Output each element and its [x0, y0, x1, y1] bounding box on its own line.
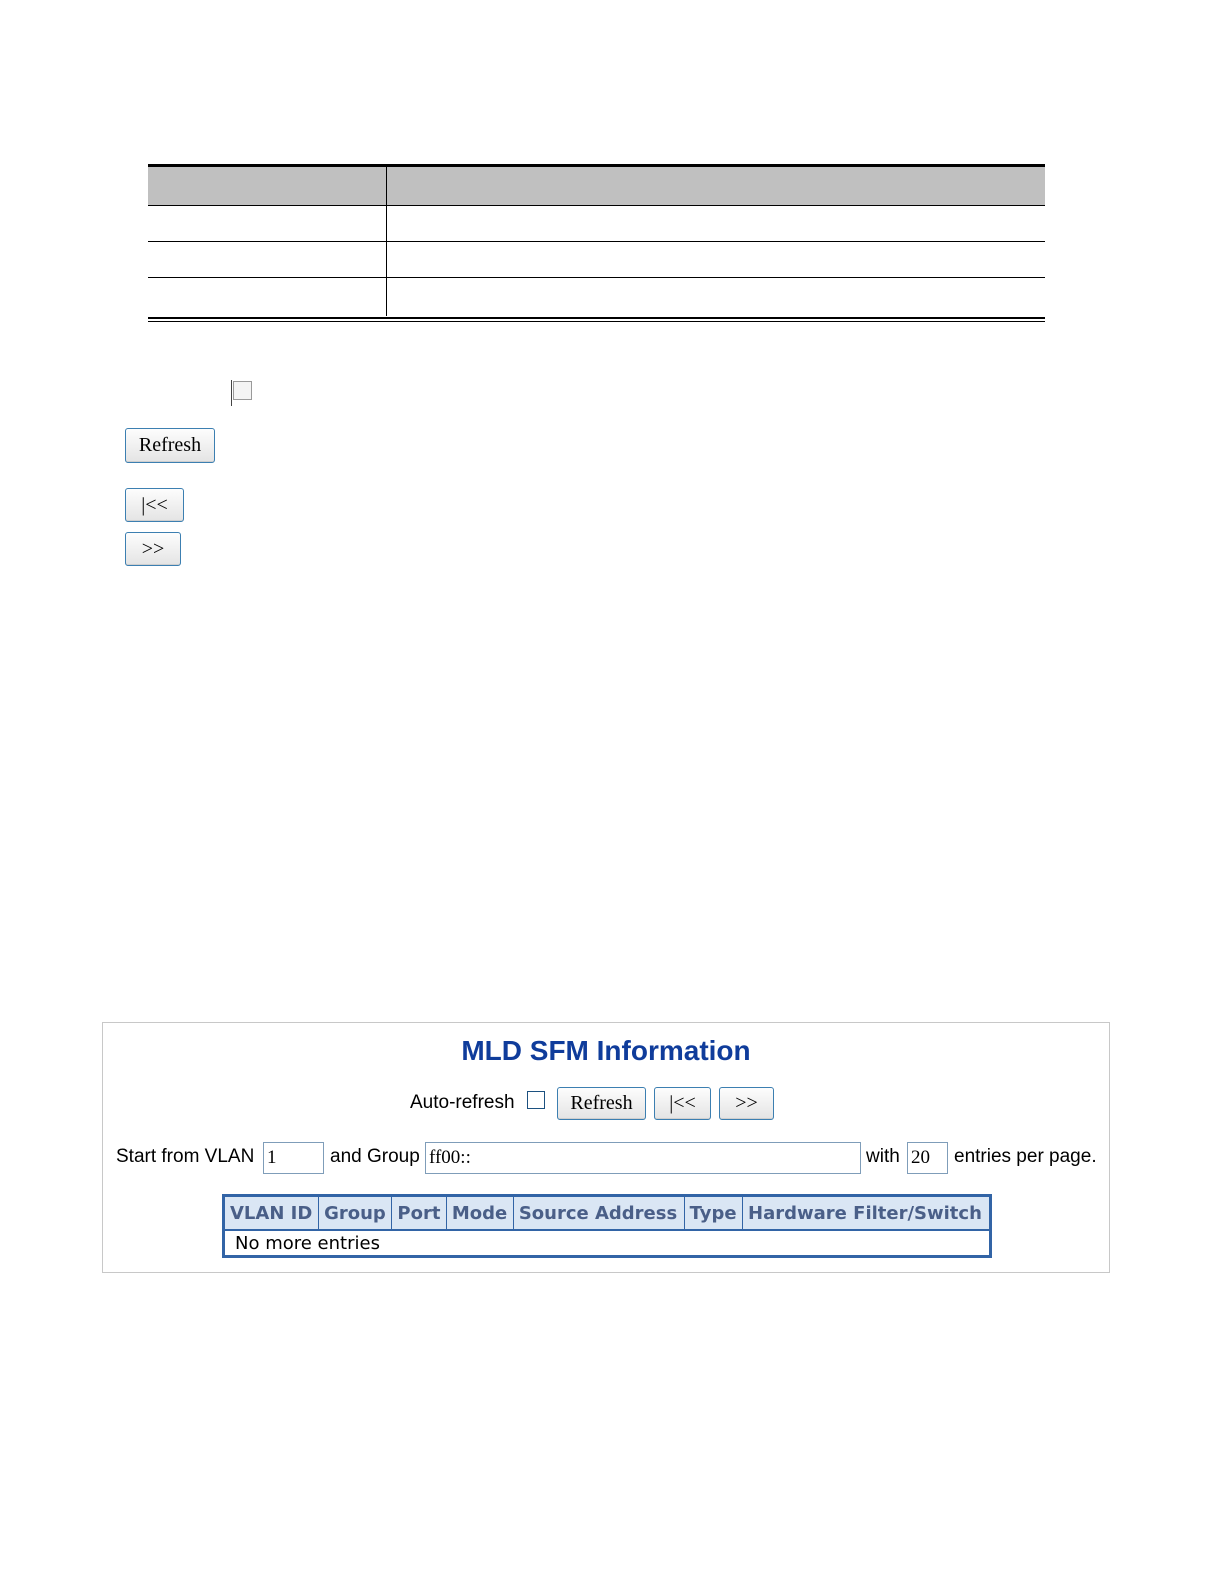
column-header-mode: Mode [446, 1196, 513, 1231]
doc-table-row [148, 278, 1045, 317]
entries-per-page-input[interactable] [907, 1142, 948, 1174]
doc-table-bottom-rule [148, 317, 1045, 319]
doc-table-row [148, 242, 1045, 278]
auto-refresh-checkbox-sample[interactable] [233, 381, 252, 400]
next-page-button[interactable]: >> [719, 1087, 774, 1120]
mld-sfm-table [222, 1194, 992, 1258]
first-page-button-sample[interactable]: |<< [125, 488, 184, 522]
with-label: with [866, 1146, 900, 1167]
column-header-vlan-id: VLAN ID [224, 1196, 319, 1231]
table-header-row [224, 1196, 991, 1231]
column-header-port: Port [392, 1196, 446, 1231]
first-page-button[interactable]: |<< [654, 1087, 711, 1120]
column-header-type: Type [684, 1196, 742, 1231]
empty-table-message: No more entries [235, 1232, 380, 1254]
doc-table-cell [387, 278, 1046, 317]
auto-refresh-checkbox[interactable] [527, 1091, 545, 1109]
vlan-input[interactable] [263, 1142, 324, 1174]
refresh-button-sample[interactable]: Refresh [125, 428, 215, 463]
doc-table-cell [148, 278, 387, 317]
next-page-button-sample[interactable]: >> [125, 532, 181, 566]
doc-table-cell [148, 242, 387, 278]
column-header-source-address: Source Address [513, 1196, 684, 1231]
doc-table-cell [148, 206, 387, 242]
column-header-group: Group [319, 1196, 392, 1231]
doc-table-header-row [148, 166, 1045, 206]
refresh-button[interactable]: Refresh [557, 1087, 646, 1120]
text-caret [231, 380, 232, 406]
auto-refresh-label: Auto-refresh [410, 1092, 515, 1113]
column-header-hardware-filter-switch: Hardware Filter/Switch [743, 1196, 991, 1231]
doc-table [148, 164, 1045, 316]
doc-table-header-cell-description [387, 166, 1046, 206]
doc-table-cell [387, 206, 1046, 242]
group-input[interactable] [425, 1142, 861, 1174]
page-title: MLD SFM Information [461, 1035, 751, 1066]
start-from-vlan-label: Start from VLAN [116, 1146, 255, 1167]
doc-table-row [148, 206, 1045, 242]
doc-table-cell [387, 242, 1046, 278]
table-row [224, 1230, 991, 1257]
doc-table-bottom-rule-thin [148, 321, 1045, 322]
doc-table-header-cell-object [148, 166, 387, 206]
and-group-label: and Group [330, 1146, 420, 1167]
entries-per-page-label: entries per page. [954, 1146, 1097, 1167]
